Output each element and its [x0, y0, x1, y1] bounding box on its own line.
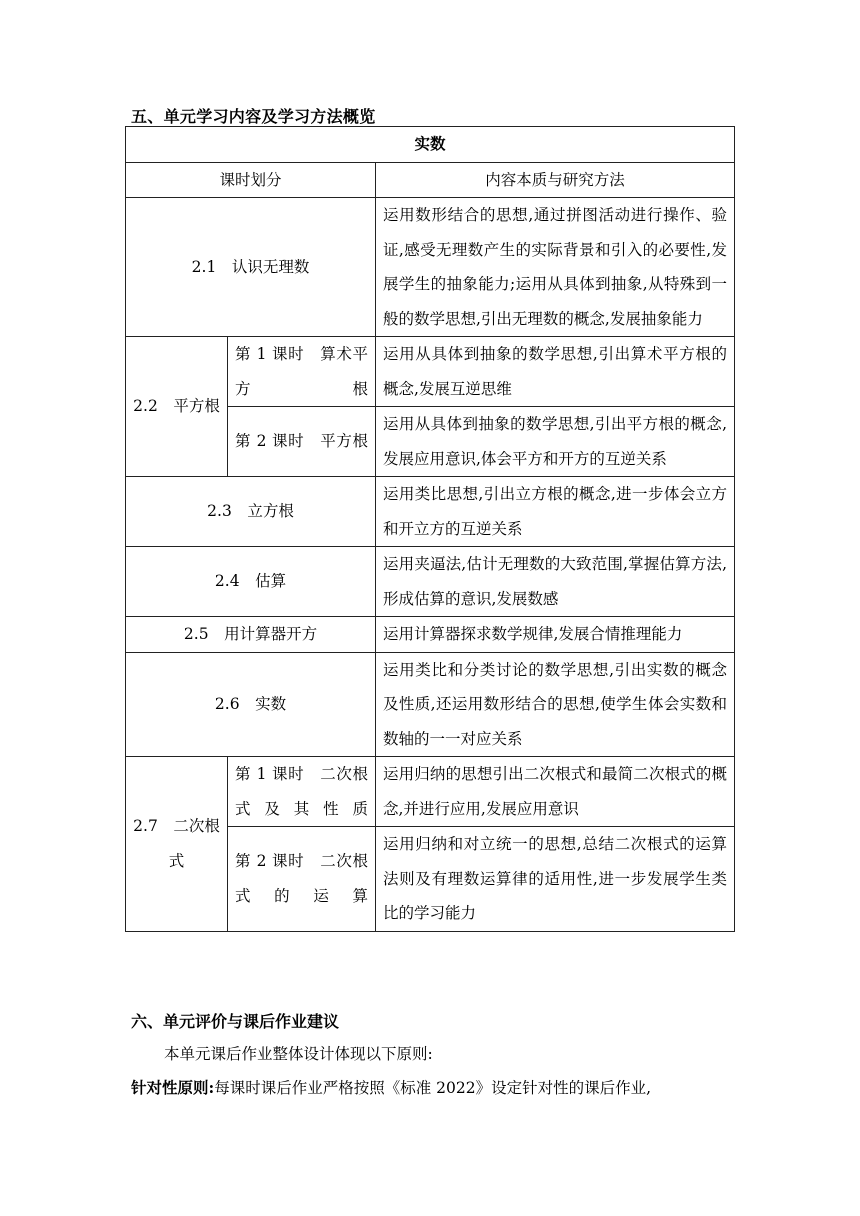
- table-header-row: [126, 162, 735, 198]
- row-content: 运用类比和分类讨论的数学思想,引出实数的概念及性质,还运用数形结合的思想,使学生体会实数和数轴的一一对应关系: [376, 652, 735, 757]
- table-row: [126, 757, 735, 827]
- row-label: 2.2 平方根: [126, 337, 228, 477]
- table-row: [126, 547, 735, 617]
- sub-lesson-label: 第 2 课时 平方根: [228, 407, 376, 477]
- row-content: 运用夹逼法,估计无理数的大致范围,掌握估算方法,形成估算的意识,发展数感: [376, 547, 735, 617]
- unit-content-table: [125, 126, 735, 932]
- row-label: 2.1 认识无理数: [126, 198, 376, 337]
- section-heading-5: 五、单元学习内容及学习方法概览: [131, 107, 376, 126]
- row-content: 运用归纳和对立统一的思想,总结二次根式的运算法则及有理数运算律的适用性,进一步发展学生类比的学习能力: [376, 827, 735, 932]
- row-content: 运用计算器探求数学规律,发展合情推理能力: [376, 617, 735, 653]
- row-label: 2.3 立方根: [126, 477, 376, 547]
- col-header-content: 内容本质与研究方法: [376, 162, 735, 198]
- table-row: [126, 337, 735, 407]
- col-header-lesson: 课时划分: [126, 162, 376, 198]
- table-row: [126, 198, 735, 337]
- row-label: 2.6 实数: [126, 652, 376, 757]
- table-title: 实数: [126, 127, 735, 163]
- sub-lesson-label: 第 2 课时 二次根式的运算: [228, 827, 376, 932]
- table-row: [126, 652, 735, 757]
- paragraph-principle: [131, 1076, 651, 1098]
- row-content: 运用归纳的思想引出二次根式和最简二次根式的概念,并进行应用,发展应用意识: [376, 757, 735, 827]
- principle-label: 针对性原则:: [131, 1078, 215, 1097]
- row-content: 运用类比思想,引出立方根的概念,进一步体会立方和开立方的互逆关系: [376, 477, 735, 547]
- row-label: 2.5 用计算器开方: [126, 617, 376, 653]
- table-row: [126, 617, 735, 653]
- row-label: 2.4 估算: [126, 547, 376, 617]
- section-heading-6: 六、单元评价与课后作业建议: [131, 1012, 340, 1031]
- row-label: 2.7 二次根式: [126, 757, 228, 932]
- paragraph-intro: 本单元课后作业整体设计体现以下原则:: [164, 1045, 433, 1063]
- row-content: 运用从具体到抽象的数学思想,引出平方根的概念,发展应用意识,体会平方和开方的互逆关系: [376, 407, 735, 477]
- row-content: 运用数形结合的思想,通过拼图活动进行操作、验证,感受无理数产生的实际背景和引入的必要性,发展学生的抽象能力;运用从具体到抽象,从特殊到一般的数学思想,引出无理数的概念,发展抽象能力: [376, 198, 735, 337]
- row-content: 运用从具体到抽象的数学思想,引出算术平方根的概念,发展互逆思维: [376, 337, 735, 407]
- principle-text: 每课时课后作业严格按照《标准 2022》设定针对性的课后作业,: [214, 1079, 652, 1097]
- sub-lesson-label: 第 1 课时 二次根式及其性质: [228, 757, 376, 827]
- table-row: [126, 477, 735, 547]
- sub-lesson-label: 第 1 课时 算术平方根: [228, 337, 376, 407]
